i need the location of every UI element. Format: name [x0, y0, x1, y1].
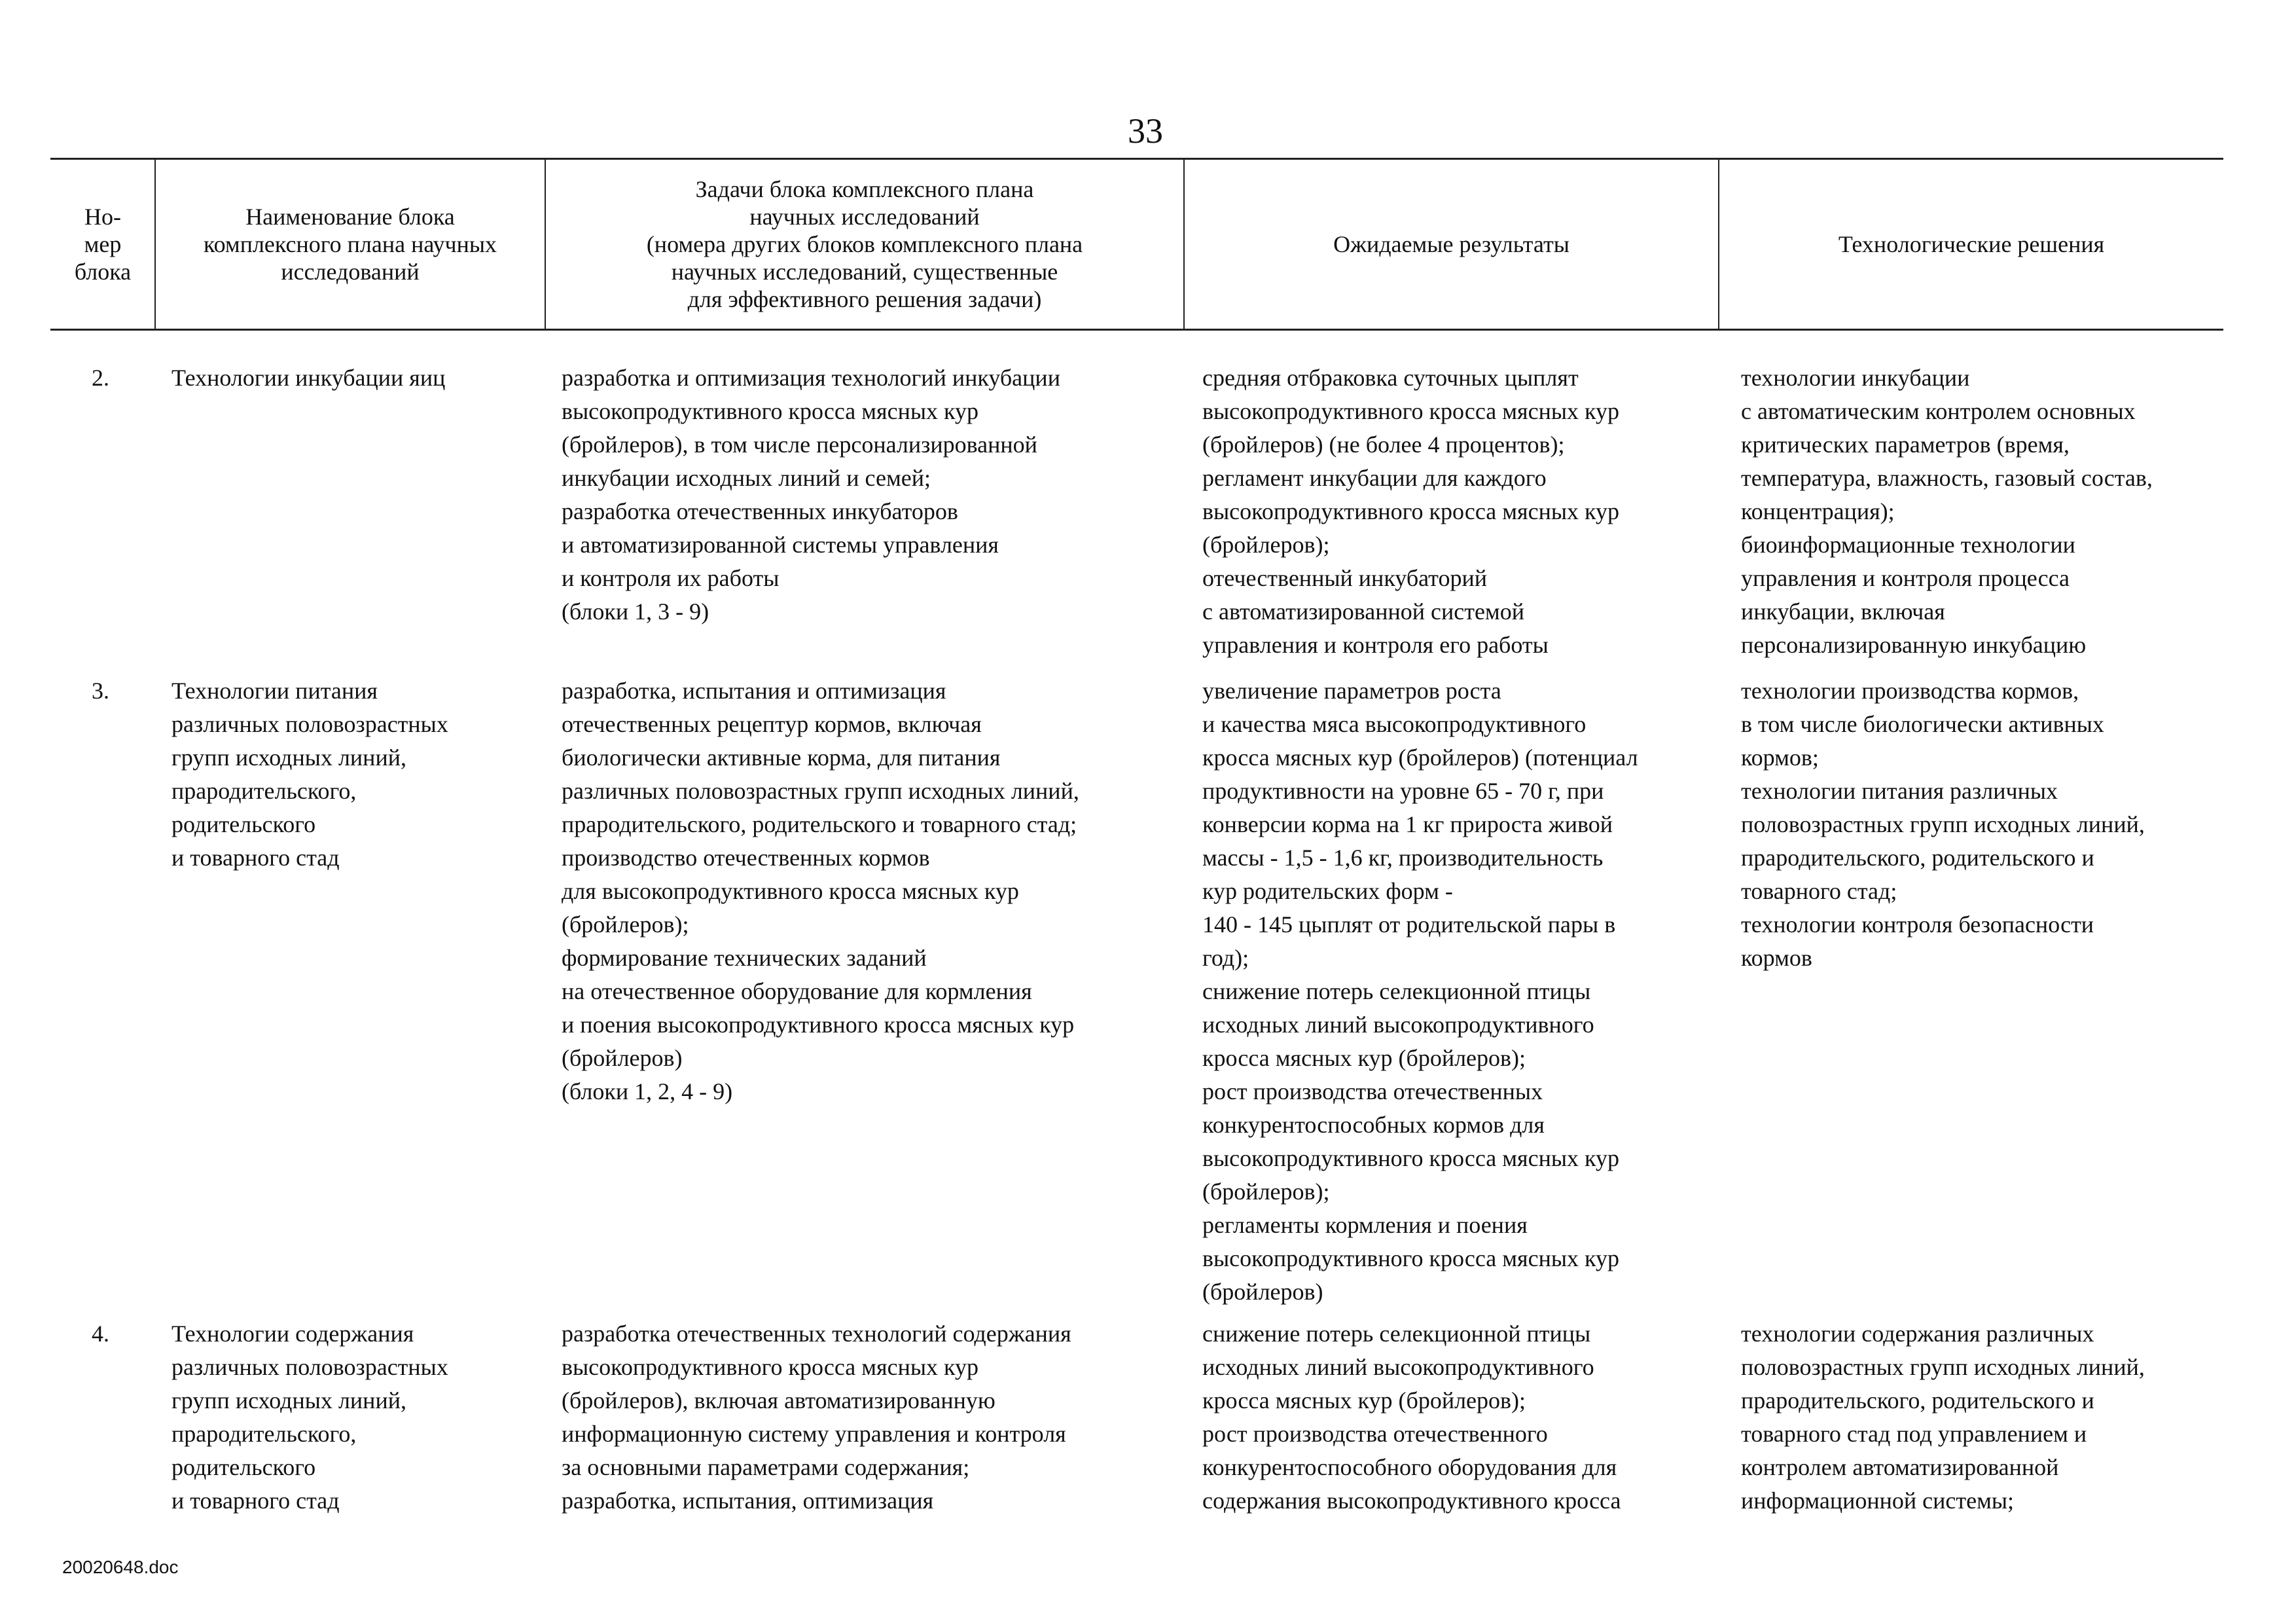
page-number: 33 — [1128, 111, 1163, 151]
header-block-number: Но- мер блока — [74, 203, 132, 285]
row-tech: технологии инкубации с автоматическим контролем основных критических параметров (время, температура, влажность, газовый состав, концентрация); биоинформационные технологии управления и контроля процесса инкубации, включая персонализированную инкубацию — [1741, 365, 2153, 658]
row-tasks: разработка отечественных технологий содержания высокопродуктивного кросса мясных кур (бройлеров), включая автоматизированную информационную систему управления и контроля за основными параметрами содержания; разработка, испытания, оптимизация — [562, 1321, 1071, 1514]
header-expected-results: Ожидаемые результаты — [1333, 230, 1570, 257]
row-tasks: разработка и оптимизация технологий инкубации высокопродуктивного кросса мясных кур (бройлеров), в том числе персонализированной инкубации исходных линий и семей; разработка отечественных инкубаторов и автоматизированной системы управления и контроля их работы (блоки 1, 3 - 9) — [562, 365, 1060, 625]
row-block-name: Технологии питания различных половозрастных групп исходных линий, прародительского, родительского и товарного стад — [171, 678, 448, 871]
row-number: 4. — [92, 1321, 109, 1347]
row-block-name: Технологии содержания различных половозрастных групп исходных линий, прародительского, родительского и товарного стад — [171, 1321, 448, 1514]
row-number: 3. — [92, 678, 109, 704]
row-results: снижение потерь селекционной птицы исходных линий высокопродуктивного кросса мясных кур (бройлеров); рост производства отечественного конкурентоспособного оборудования для содержания высокопродуктивного кросса — [1202, 1321, 1621, 1514]
row-results: средняя отбраковка суточных цыплят высокопродуктивного кросса мясных кур (бройлеров) (не более 4 процентов); регламент инкубации для каждого высокопродуктивного кросса мясных кур (бройлеров); отечественный инкубаторий с автоматизированной системой управления и контроля его работы — [1202, 365, 1620, 658]
row-results: увеличение параметров роста и качества мяса высокопродуктивного кросса мясных кур (бройлеров) (потенциал продуктивности на уровне 65 - 70 г, при конверсии корма на 1 кг прироста живой массы - 1,5 - 1,6 кг, производительность кур родительских форм - 140 - 145 цыплят от родительской пары в год); снижение потерь селекционной птицы исходных линий высокопродуктивного кросса мясных кур (бройлеров); рост производства отечественных конкурентоспособных кормов для высокопродуктивного кросса мясных кур (бройлеров); регламенты кормления и поения высокопродуктивного кросса мясных кур (бройлеров) — [1202, 678, 1638, 1305]
row-tech: технологии производства кормов, в том числе биологически активных кормов; технологии питания различных половозрастных групп исходных линий, прародительского, родительского и товарного стад; технологии контроля безопасности кормов — [1741, 678, 2145, 971]
header-block-tasks: Задачи блока комплексного плана научных исследований (номера других блоков комплексного плана научных исследований, существенные для эффективного решения задачи) — [646, 175, 1083, 312]
header-bottom-rule — [50, 329, 2223, 331]
header-tech-solutions: Технологические решения — [1838, 230, 2105, 257]
file-reference: 20020648.doc — [62, 1557, 179, 1577]
header-block-name: Наименование блока комплексного плана научных исследований — [203, 203, 497, 285]
row-block-name: Технологии инкубации яиц — [171, 365, 446, 391]
row-tech: технологии содержания различных половозрастных групп исходных линий, прародительского, родительского и товарного стад под управлением и контролем автоматизированной информационной системы; — [1741, 1321, 2145, 1514]
row-number: 2. — [92, 365, 109, 391]
row-tasks: разработка, испытания и оптимизация отечественных рецептур кормов, включая биологически активные корма, для питания различных половозрастных групп исходных линий, прародительского, родительского и товарного стад; производство отечественных кормов для высокопродуктивного кросса мясных кур (бройлеров); формирование технических заданий на отечественное оборудование для кормления и поения высокопродуктивного кросса мясных кур (бройлеров) (блоки 1, 2, 4 - 9) — [562, 678, 1079, 1104]
